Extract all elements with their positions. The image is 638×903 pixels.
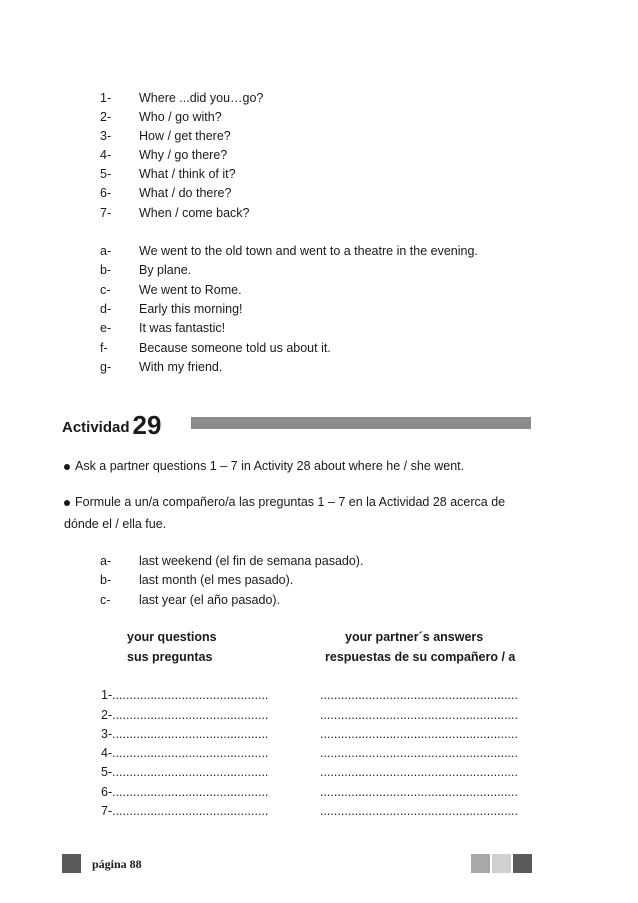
answer-blank[interactable]: ......................................................... <box>320 688 518 702</box>
answer-blank[interactable]: ......................................................... <box>320 785 518 799</box>
activity-label: Actividad <box>62 419 130 436</box>
right-header-en: your partner´s answers <box>345 630 484 644</box>
question-blank[interactable]: 6-............................................. <box>101 785 269 799</box>
activity-heading <box>62 410 161 441</box>
answer-blank[interactable]: ......................................................... <box>320 727 518 741</box>
answer-blank[interactable]: ......................................................... <box>320 708 518 722</box>
answer-blank[interactable]: ......................................................... <box>320 765 518 779</box>
right-header-es: respuestas de su compañero / a <box>325 650 516 664</box>
question-blank[interactable]: 3-............................................. <box>101 727 269 741</box>
answer-blank[interactable]: ......................................................... <box>320 804 518 818</box>
footer-square-light <box>492 854 511 873</box>
footer-square-mid <box>471 854 490 873</box>
question-blank[interactable]: 4-............................................. <box>101 746 269 760</box>
page-number: página 88 <box>92 857 142 871</box>
left-header-en: your questions <box>127 630 217 644</box>
activity-number: 29 <box>132 410 162 440</box>
answer-blank[interactable]: ......................................................... <box>320 746 518 760</box>
question-blank[interactable]: 2-............................................. <box>101 708 269 722</box>
instruction-english: Ask a partner questions 1 – 7 in Activity 28 about where he / she went. <box>64 455 464 477</box>
bullet-icon <box>64 464 70 470</box>
footer-page-marker <box>62 854 81 873</box>
left-header-es: sus preguntas <box>127 650 213 664</box>
question-blank[interactable]: 1-............................................. <box>101 688 269 702</box>
instruction-spanish: Formule a un/a compañero/a las preguntas 1 – 7 en la Actividad 28 acerca de dónde el / ella fue. <box>64 495 506 531</box>
footer-square-dark <box>513 854 532 873</box>
question-blank[interactable]: 7-............................................. <box>101 804 269 818</box>
bullet-icon <box>64 500 70 506</box>
heading-divider-bar <box>191 417 531 429</box>
question-blank[interactable]: 5-............................................. <box>101 765 269 779</box>
